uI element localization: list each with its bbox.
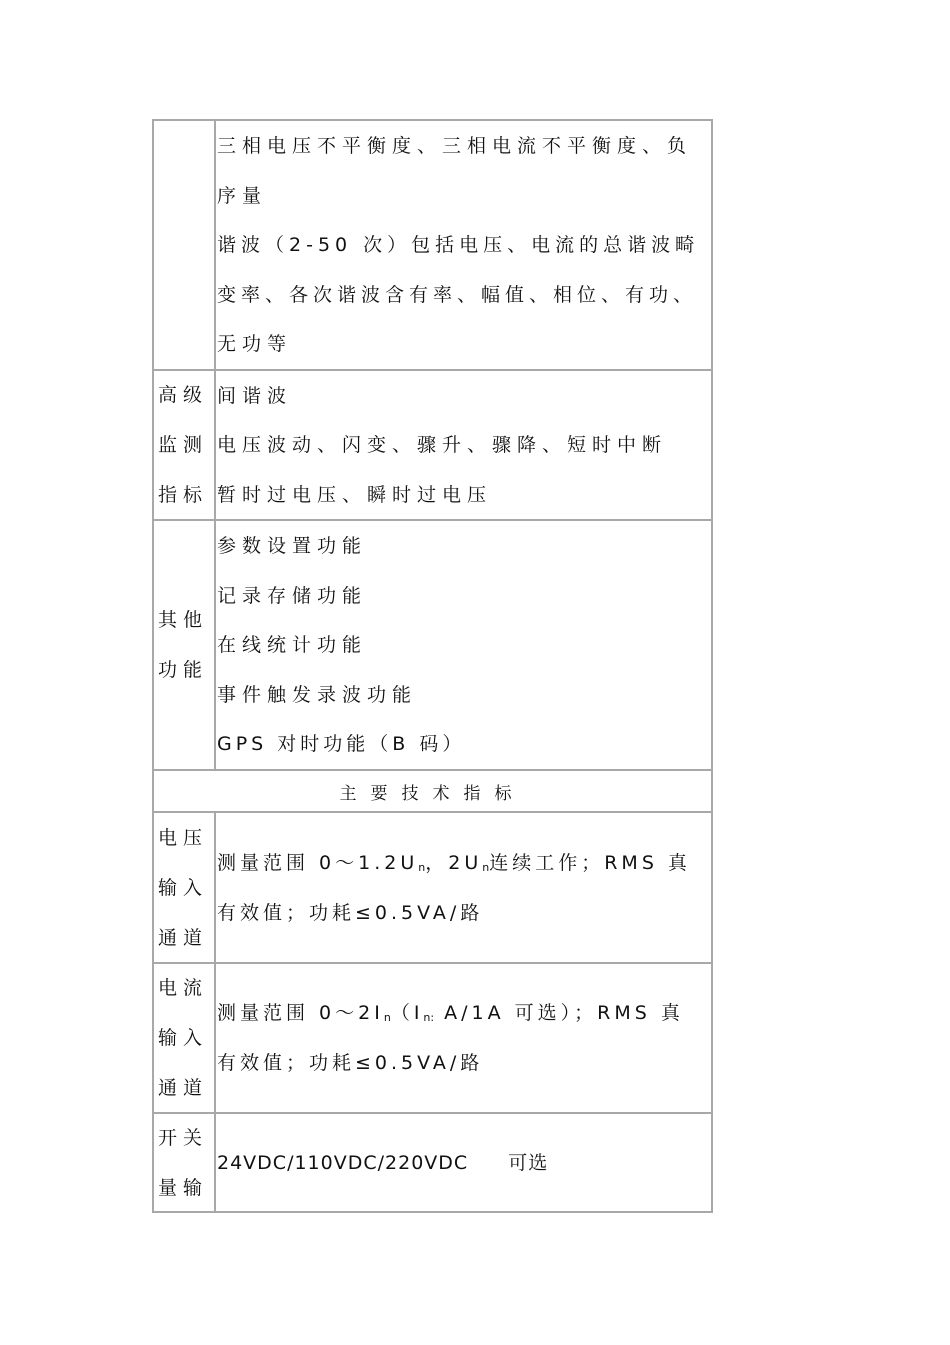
content-line: 事件触发录波功能 [217,683,418,706]
row-label: 电压 输入 通道 [154,813,216,962]
content-line: 间谐波 [217,385,293,407]
section-header [152,769,713,813]
row-label [154,121,216,369]
table-row [152,369,713,521]
content-line: 测量范围 $0\sim 2I_n(I_{n:}$ A/1A 可选）；RMS 真 [217,1002,684,1024]
row-content [216,121,711,369]
row-label: 高级 监测 指标 [154,371,216,519]
row-label: 开关 量输 [154,1114,216,1211]
content-line: 记录存储功能 [217,584,368,607]
content-line: 在线统计功能 [217,634,368,657]
table-row [152,811,713,964]
row-content [216,964,711,1112]
content-line: 电压波动、闪变、骤升、骤降、短时中断 [217,434,668,457]
row-content [216,813,711,962]
row-label: 其他 功能 [154,521,216,769]
row-content [216,371,711,519]
content-line: 测量范围 $0\sim 1.2U_n$，$2U_n$连续工作；RMS 真 [217,851,691,874]
content-line: 有效值；功耗≤0.5VA/路 [217,901,484,924]
content-line: 有效值；功耗≤0.5VA/路 [217,1052,484,1074]
content-line: 24VDC/110VDC/220VDC 可选 [217,1151,549,1174]
content-line: 序量 [217,184,268,207]
content-line: 变率、各次谐波含有率、幅值、相位、有功、 [217,283,698,306]
spec-table [152,119,713,1213]
row-label: 电流 输入 通道 [154,964,216,1112]
content-line: 暂时过电压、瞬时过电压 [217,483,493,506]
content-line: 谐波（2-50 次）包括电压、电流的总谐波畸 [217,234,700,257]
table-row [152,962,713,1114]
row-content [216,1114,711,1211]
table-row [152,519,713,771]
table-row [152,1112,713,1213]
section-header-text: 主要技术指标 [339,783,526,804]
content-line: 三相电压不平衡度、三相电流不平衡度、负 [217,135,693,158]
row-content [216,521,711,769]
content-line: 参数设置功能 [217,535,368,558]
table-row [152,119,713,371]
content-line: GPS 对时功能（B 码） [217,733,466,756]
content-line: 无功等 [217,333,293,356]
